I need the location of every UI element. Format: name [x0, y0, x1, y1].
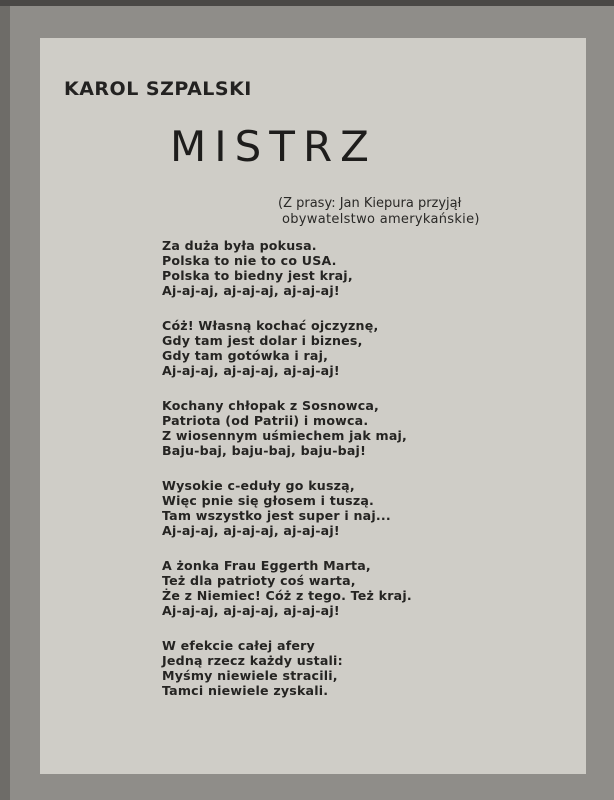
poem-title: MISTRZ	[170, 122, 377, 171]
poem-line: Aj-aj-aj, aj-aj-aj, aj-aj-aj!	[162, 603, 340, 618]
stanza	[162, 478, 412, 538]
poem-line: Patriota (od Patrii) i mowca.	[162, 413, 369, 428]
poem-line: Że z Niemiec! Cóż z tego. Też kraj.	[162, 588, 412, 603]
poem-line: Aj-aj-aj, aj-aj-aj, aj-aj-aj!	[162, 523, 340, 538]
poem-line: Kochany chłopak z Sosnowca,	[162, 398, 380, 413]
poem-line: Tam wszystko jest super i naj...	[162, 508, 391, 523]
poem-line: Myśmy niewiele stracili,	[162, 668, 338, 683]
poem-line: Gdy tam gotówka i raj,	[162, 348, 329, 363]
press-note-line: (Z prasy: Jan Kiepura przyjął	[278, 196, 462, 211]
press-note-line: obywatelstwo amerykańskie)	[282, 212, 480, 227]
stanza	[162, 558, 412, 618]
poem-line: Gdy tam jest dolar i biznes,	[162, 333, 363, 348]
top-rule	[0, 0, 614, 6]
poem-line: Tamci niewiele zyskali.	[162, 683, 329, 698]
poem-line: Aj-aj-aj, aj-aj-aj, aj-aj-aj!	[162, 283, 340, 298]
poem-line: Cóż! Własną kochać ojczyznę,	[162, 318, 379, 333]
stanza	[162, 318, 412, 378]
stanza	[162, 638, 412, 698]
poem-line: Aj-aj-aj, aj-aj-aj, aj-aj-aj!	[162, 363, 340, 378]
poem-line: Też dla patrioty coś warta,	[162, 573, 356, 588]
left-page-edge	[0, 6, 10, 800]
poem-line: Za duża była pokusa.	[162, 238, 317, 253]
poem-line: Polska to biedny jest kraj,	[162, 268, 353, 283]
press-note	[278, 196, 480, 228]
poem-line: Baju-baj, baju-baj, baju-baj!	[162, 443, 367, 458]
poem-body	[162, 238, 412, 698]
stanza	[162, 398, 412, 458]
article-panel	[40, 38, 586, 774]
poem-line: W efekcie całej afery	[162, 638, 315, 653]
poem-line: Z wiosennym uśmiechem jak maj,	[162, 428, 408, 443]
poem-line: Jedną rzecz każdy ustali:	[162, 653, 343, 668]
poem-line: Więc pnie się głosem i tuszą.	[162, 493, 375, 508]
poem-line: Wysokie c-eduły go kuszą,	[162, 478, 355, 493]
author-name: KAROL SZPALSKI	[64, 78, 252, 100]
stanza	[162, 238, 412, 298]
poem-line: Polska to nie to co USA.	[162, 253, 337, 268]
poem-line: A żonka Frau Eggerth Marta,	[162, 558, 371, 573]
